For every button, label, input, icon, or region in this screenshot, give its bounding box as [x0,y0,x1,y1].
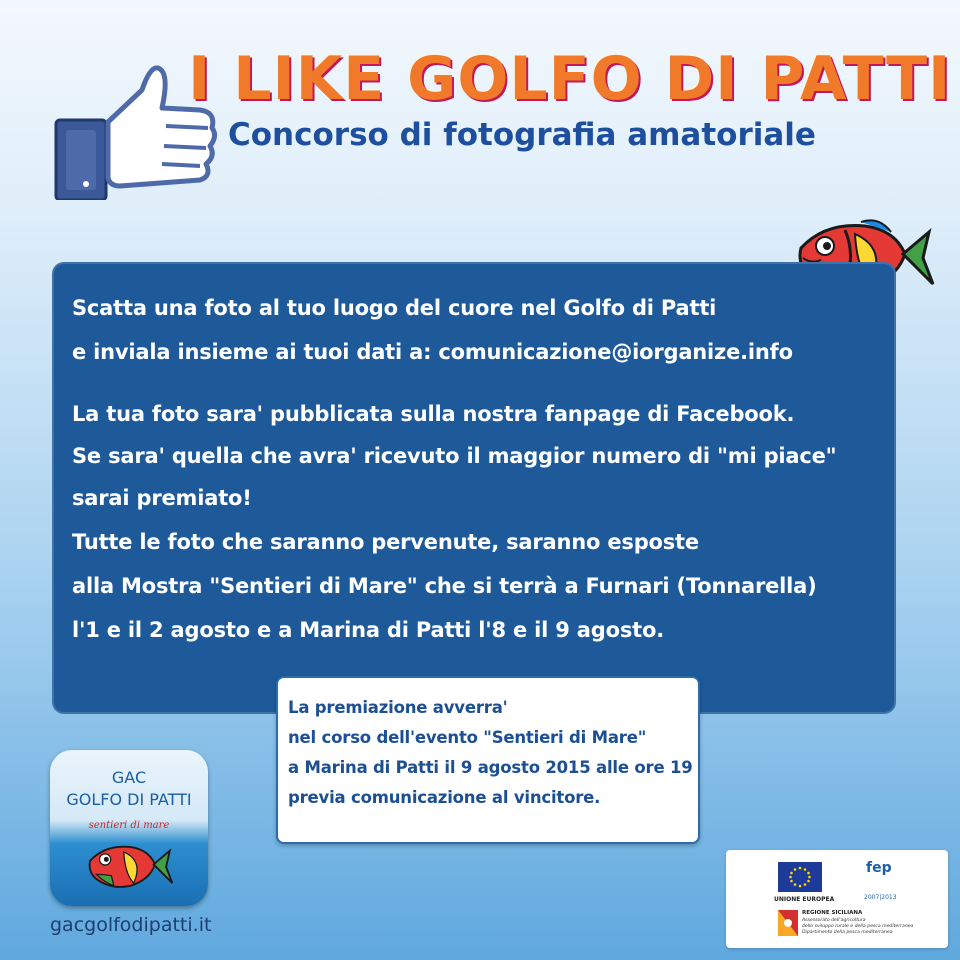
eu-flag-icon [778,862,822,892]
award-text-line: La premiazione avverra' [288,698,508,717]
eu-label: UNIONE EUROPEA [774,896,835,903]
award-notice [276,676,700,844]
region-label: REGIONE SICILIANA [802,910,863,916]
fep-logo-icon: fep [866,860,892,876]
panel-text-line: sarai premiato! [72,486,252,510]
region-desc-line: Dipartimento della pesca mediterranea [802,930,893,935]
panel-text-line: alla Mostra "Sentieri di Mare" che si terrà a Furnari (Tonnarella) [72,574,817,598]
sponsor-logos [726,850,948,948]
website-link[interactable]: gacgolfodipatti.it [50,914,212,936]
region-desc-line: Assessorato dell'agricoltura [802,918,866,923]
panel-text-line: Se sara' quella che avra' ricevuto il maggior numero di "mi piace" [72,444,837,468]
sicily-emblem-icon [778,910,798,936]
page-title: I LIKE GOLFO DI PATTI [188,44,952,114]
panel-text-line: l'1 e il 2 agosto e a Marina di Patti l'8 e il 9 agosto. [72,618,664,642]
award-text-line: previa comunicazione al vincitore. [288,788,601,807]
fish-icon [86,842,174,898]
panel-text-line: e inviala insieme ai tuoi dati a: comunicazione@iorganize.info [72,340,793,364]
panel-text-line: Tutte le foto che saranno pervenute, saranno esposte [72,530,699,554]
gac-logo [50,750,208,906]
region-desc-line: dello sviluppo rurale e della pesca mediterranea [802,924,914,929]
fep-period: 2007|2013 [864,894,897,901]
award-text-line: nel corso dell'evento "Sentieri di Mare" [288,728,647,747]
gac-logo-line1: GAC [111,768,147,787]
panel-text-line: La tua foto sara' pubblicata sulla nostra fanpage di Facebook. [72,402,795,426]
page-subtitle: Concorso di fotografia amatoriale [228,117,816,153]
gac-logo-line2: GOLFO DI PATTI [66,790,192,809]
gac-logo-tagline: sentieri di mare [88,820,170,831]
panel-text-line: Scatta una foto al tuo luogo del cuore nel Golfo di Patti [72,296,717,320]
info-panel [52,262,896,714]
award-text-line: a Marina di Patti il 9 agosto 2015 alle ore 19 [288,758,693,777]
